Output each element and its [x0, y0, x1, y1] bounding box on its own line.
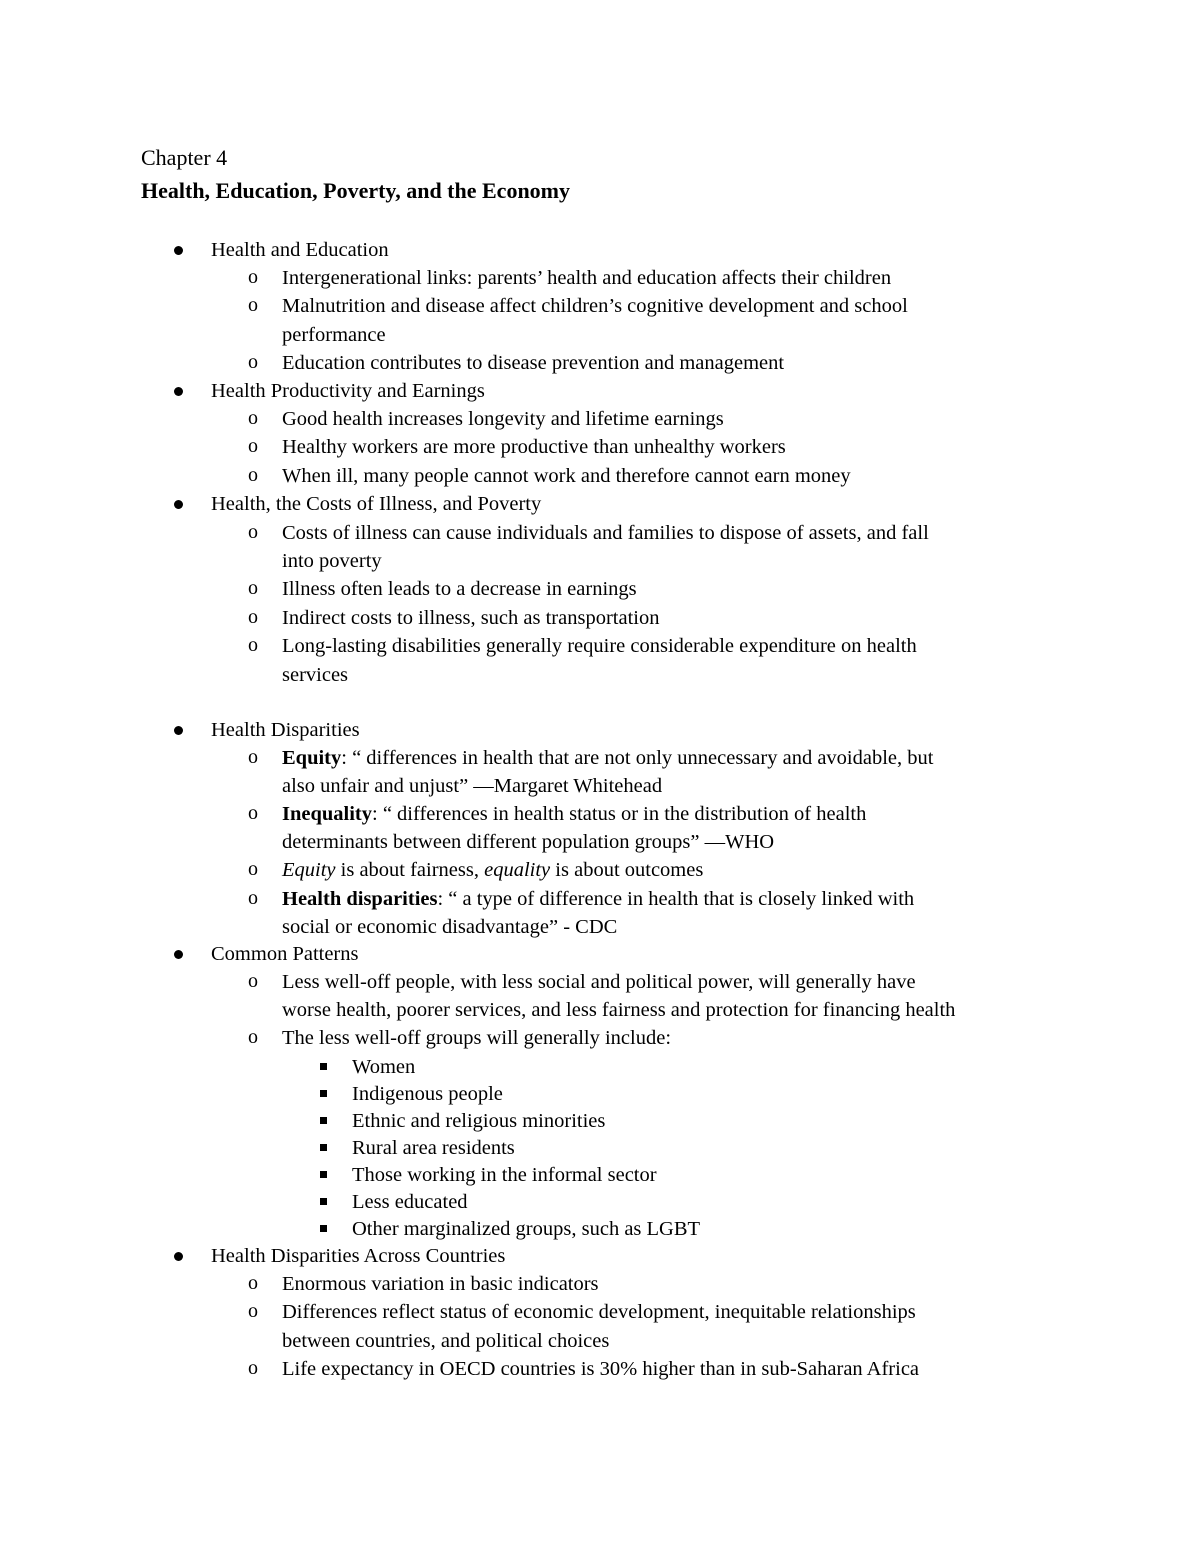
list-item: Differences reflect status of economic development, inequitable relationships — [282, 1301, 916, 1323]
group-item: Ethnic and religious minorities — [352, 1110, 606, 1132]
bullet-circle: o — [248, 1026, 258, 1048]
bullet-square — [320, 1198, 327, 1205]
section-heading: Common Patterns — [211, 943, 359, 965]
list-item: Intergenerational links: parents’ health and education affects their children — [282, 267, 892, 289]
list-item: Long-lasting disabilities generally require considerable expenditure on health — [282, 635, 917, 657]
bullet-dot — [174, 726, 183, 735]
list-item: When ill, many people cannot work and therefore cannot earn money — [282, 465, 851, 487]
bullet-circle: o — [248, 351, 258, 373]
section-heading: Health Disparities — [211, 719, 360, 741]
bullet-circle: o — [248, 887, 258, 909]
bullet-square — [320, 1117, 327, 1124]
emphasis: equality — [484, 859, 551, 881]
term: Inequality — [282, 803, 372, 825]
list-item: Costs of illness can cause individuals and families to dispose of assets, and fall — [282, 522, 929, 544]
bullet-circle: o — [248, 1272, 258, 1294]
bullet-circle: o — [248, 802, 258, 824]
text: is about fairness, — [335, 859, 485, 881]
definition-cont: social or economic disadvantage” - CDC — [282, 916, 618, 938]
list-item: Healthy workers are more productive than unhealthy workers — [282, 436, 786, 458]
bullet-dot — [174, 500, 183, 509]
bullet-dot — [174, 246, 183, 255]
list-item-cont: services — [282, 664, 349, 686]
list-item: Good health increases longevity and lifetime earnings — [282, 408, 724, 430]
section-heading: Health Disparities Across Countries — [211, 1245, 506, 1267]
definition-equity — [282, 744, 933, 772]
group-item: Women — [352, 1056, 416, 1078]
bullet-circle: o — [248, 407, 258, 429]
bullet-circle: o — [248, 294, 258, 316]
section-heading: Health and Education — [211, 239, 389, 261]
definition-cont: determinants between different population groups” —WHO — [282, 831, 775, 853]
bullet-circle: o — [248, 577, 258, 599]
list-item: Illness often leads to a decrease in earnings — [282, 578, 637, 600]
list-item-cont: into poverty — [282, 550, 382, 572]
list-item: Enormous variation in basic indicators — [282, 1273, 599, 1295]
list-item: Education contributes to disease prevention and management — [282, 352, 785, 374]
bullet-circle: o — [248, 435, 258, 457]
section-heading: Health Productivity and Earnings — [211, 380, 485, 402]
definition-cont: also unfair and unjust” —Margaret Whitehead — [282, 775, 663, 797]
chapter-title: Health, Education, Poverty, and the Economy — [141, 178, 571, 203]
section-heading: Health, the Costs of Illness, and Poverty — [211, 493, 542, 515]
bullet-circle: o — [248, 464, 258, 486]
bullet-circle: o — [248, 1300, 258, 1322]
bullet-circle: o — [248, 521, 258, 543]
term: Health disparities — [282, 888, 438, 910]
text: is about outcomes — [550, 859, 704, 881]
bullet-square — [320, 1225, 327, 1232]
bullet-circle: o — [248, 858, 258, 880]
term: Equity — [282, 747, 342, 769]
definition-inequality — [282, 800, 866, 828]
group-item: Those working in the informal sector — [352, 1164, 657, 1186]
chapter-number: Chapter 4 — [141, 145, 228, 170]
bullet-circle: o — [248, 970, 258, 992]
bullet-circle: o — [248, 634, 258, 656]
bullet-circle: o — [248, 746, 258, 768]
bullet-circle: o — [248, 606, 258, 628]
list-item: Indirect costs to illness, such as transportation — [282, 607, 660, 629]
definition: : “ differences in health that are not only unnecessary and avoidable, but — [341, 747, 934, 769]
equity-vs-equality — [282, 856, 703, 884]
definition-health-disparities — [282, 885, 914, 913]
list-item-cont: worse health, poorer services, and less fairness and protection for financing health — [282, 999, 956, 1021]
bullet-square — [320, 1063, 327, 1070]
list-item: Life expectancy in OECD countries is 30% higher than in sub-Saharan Africa — [282, 1358, 920, 1380]
list-item: Malnutrition and disease affect children’s cognitive development and school — [282, 295, 908, 317]
group-item: Other marginalized groups, such as LGBT — [352, 1218, 701, 1240]
group-item: Indigenous people — [352, 1083, 503, 1105]
list-item-cont: performance — [282, 324, 386, 346]
definition: : “ differences in health status or in the distribution of health — [372, 803, 867, 825]
list-item: Less well-off people, with less social and political power, will generally have — [282, 971, 916, 993]
bullet-dot — [174, 950, 183, 959]
group-item: Less educated — [352, 1191, 468, 1213]
bullet-square — [320, 1144, 327, 1151]
bullet-square — [320, 1090, 327, 1097]
bullet-dot — [174, 1252, 183, 1261]
bullet-dot — [174, 387, 183, 396]
bullet-square — [320, 1171, 327, 1178]
bullet-circle: o — [248, 1357, 258, 1379]
definition: : “ a type of difference in health that is closely linked with — [437, 888, 915, 910]
list-item: The less well-off groups will generally include: — [282, 1027, 672, 1049]
bullet-circle: o — [248, 266, 258, 288]
list-item-cont: between countries, and political choices — [282, 1330, 610, 1352]
emphasis: Equity — [282, 859, 336, 881]
group-item: Rural area residents — [352, 1137, 515, 1159]
